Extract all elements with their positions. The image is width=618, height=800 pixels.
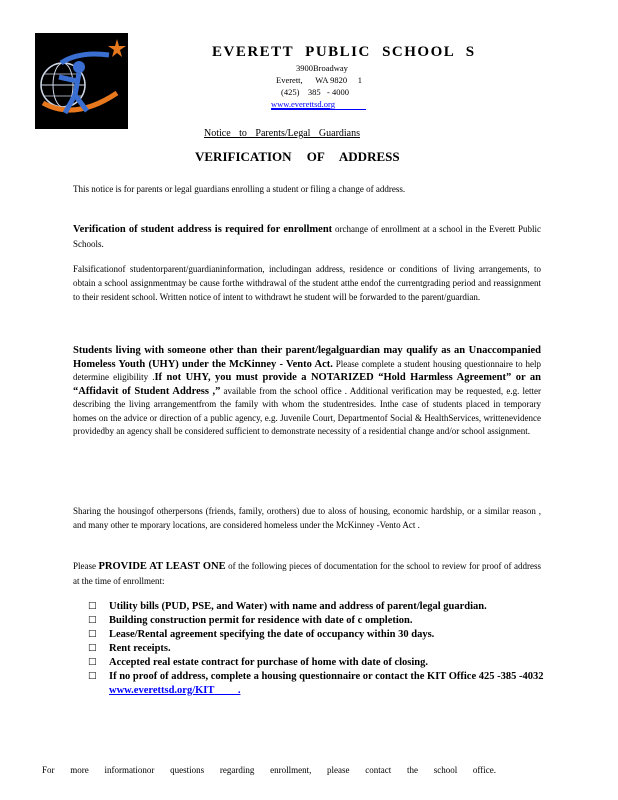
provide-paragraph [73,559,541,588]
list-item [88,600,548,614]
provide-pre: Please [73,561,99,571]
checkbox-icon: □ [88,657,97,667]
list-item [88,656,548,670]
uhy-bold-1: Students living with someone other than their parent/legalguardian may qualify as an Unaccompanied Homeless Youth (UHY) under the McKinney - Vento Act. [73,345,541,370]
notice-line: Notice to Parents/Legal Guardians [204,128,361,139]
kit-link-end: . [214,684,241,696]
list-item [88,670,548,697]
verification-paragraph [73,222,541,251]
intro-paragraph: This notice is for parents or legal guardians enrolling a student or filing a change of address. [73,184,406,194]
street-address: 3900Broadway [296,63,348,73]
school-name: EVERETT PUBLIC SCHOOL S [212,44,476,60]
falsification-paragraph: Falsificationof studentorparent/guardianinformation, includingan address, residence or conditions of living arrangements, to obtain a school assignmentmay be cause forthe withdrawal of the student atthe endof the currentgrading period and reassignment to their resident school. Written notice of intent to withdrawt he student will be forwarded to the parent/guardian. [73,264,541,302]
uhy-bold-2: If not UHY, you must provide a NOTARIZED “Hold Harmless Agreement” or an “Affidavit of Student Address ,” [73,372,542,397]
list-item-text: Accepted real estate contract for purchase of home with date of closing. [109,657,429,668]
checkbox-icon: □ [88,601,97,611]
list-item [88,628,548,642]
list-item-text: If no proof of address, complete a housing questionnaire or contact the KIT Office 425 -385 -4032 [109,671,544,682]
verification-bold: Verification of student address is required for enrollment [73,224,333,235]
verification-rest: orchange of enrollment at a school in the Everett Public Schools. [73,224,542,249]
city-line: Everett, WA 9820 1 [276,75,363,85]
documentation-list [88,600,548,698]
logo-graphic [35,33,128,129]
website-underline [271,109,366,110]
list-item-text: Rent receipts. [109,643,171,654]
uhy-text-2: available from the school office . Additional verification may be requested, e.g. letter describing the living arrangementfrom the family with whom the studentresides. Inthe case of students placed in temporary homes on the advice or direction of a public agency, e.g. Juvenile Court, Departmentof Social & HealthServices, writtenevidence providedby an agency shall be considered sufficient to demonstrate necessity of a residential change and/or school assignment. [73,385,541,436]
checkbox-icon: □ [88,615,97,625]
provide-post: of the following pieces of documentation for the school to review for proof of address at the time of enrollment: [73,561,541,586]
footer-text: For more informationor questions regarding enrollment, please contact the school office. [42,765,496,775]
uhy-text-1: Please complete a student housing questionnaire to help determine eligibility . [73,358,541,382]
uhy-paragraph [73,344,541,439]
page-title: VERIFICATION OF ADDRESS [195,149,400,164]
sharing-paragraph: Sharing the housingof otherpersons (friends, family, orothers) due to aloss of housing, economic hardship, or a similar reason , and many other te mporary locations, are considered homeless under the McKinney -Vento Act . [73,506,541,530]
checkbox-icon: □ [88,643,97,653]
school-logo [35,33,128,129]
checkbox-icon: □ [88,671,97,681]
list-item-text: Lease/Rental agreement specifying the date of occupancy within 30 days. [109,629,435,640]
list-item-text: Utility bills (PUD, PSE, and Water) with name and address of parent/legal guardian. [109,601,487,612]
list-item-text: Building construction permit for residence with date of c ompletion. [109,615,413,626]
list-item [88,642,548,656]
phone-number: (425) 385 - 4000 [281,87,349,97]
website-link[interactable]: www.everettsd.org [271,99,335,109]
provide-bold: PROVIDE AT LEAST ONE [98,561,226,572]
checkbox-icon: □ [88,629,97,639]
kit-link[interactable]: www.everettsd.org/KIT [109,684,215,696]
list-item [88,614,548,628]
